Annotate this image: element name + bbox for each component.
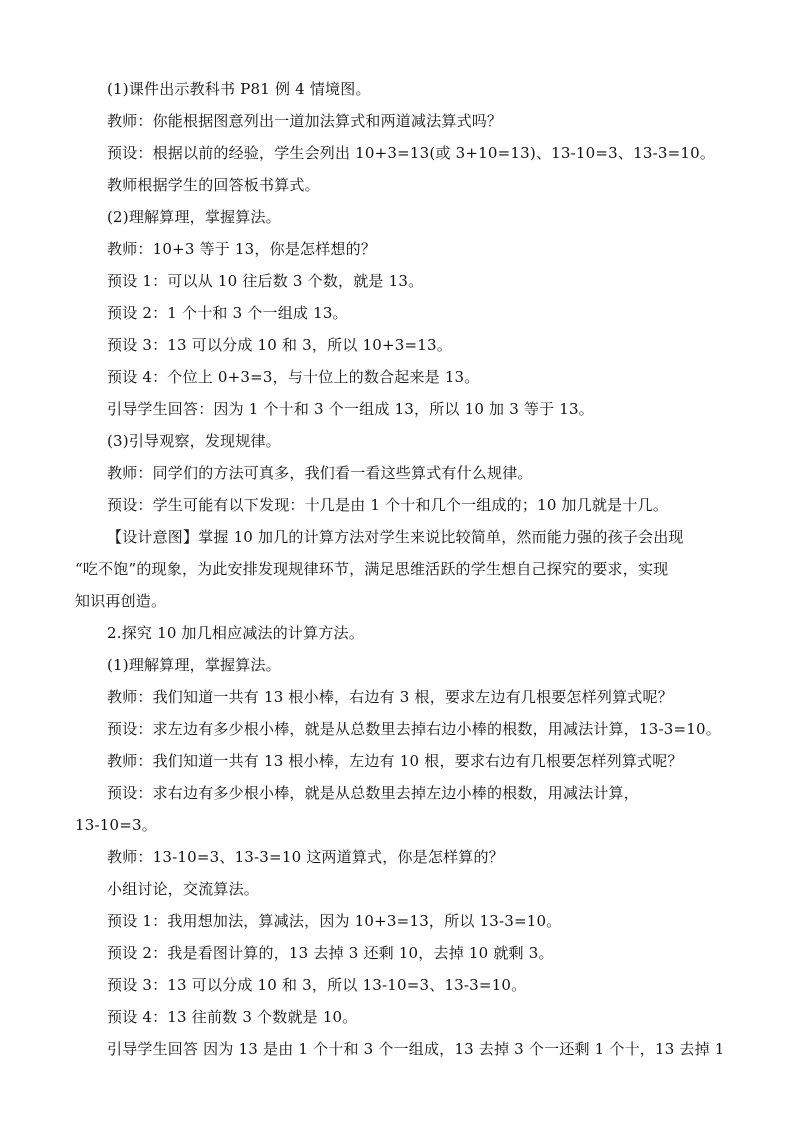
paragraph-line-20: 教师：我们知道一共有 13 根小棒，右边有 3 根，要求左边有几根要怎样列算式呢？ [107, 688, 673, 706]
paragraph-line-17: 知识再创造。 [75, 592, 167, 610]
paragraph-line-21: 预设：求左边有多少根小棒，就是从总数里去掉右边小棒的根数，用减法计算，13-3=10。 [107, 720, 721, 738]
paragraph-line-11: 引导学生回答：因为 1 个十和 3 个一组成 13，所以 10 加 3 等于 13。 [107, 400, 594, 418]
paragraph-line-19: (1)理解算理，掌握算法。 [107, 656, 281, 674]
paragraph-line-23: 预设：求右边有多少根小棒，就是从总数里去掉左边小棒的根数，用减法计算， [107, 784, 640, 802]
paragraph-line-4: 教师根据学生的回答板书算式。 [107, 176, 320, 194]
paragraph-line-5: (2)理解算理，掌握算法。 [107, 208, 281, 226]
paragraph-line-13: 教师：同学们的方法可真多，我们看一看这些算式有什么规律。 [107, 464, 533, 482]
paragraph-line-2: 教师：你能根据图意列出一道加法算式和两道减法算式吗？ [107, 112, 503, 130]
paragraph-line-28: 预设 2：我是看图计算的，13 去掉 3 还剩 10，去掉 10 就剩 3。 [107, 944, 554, 962]
paragraph-line-3: 预设：根据以前的经验，学生会列出 10+3=13(或 3+10=13)、13-10=3、13-3=10。 [107, 144, 716, 162]
paragraph-line-30: 预设 4：13 往前数 3 个数就是 10。 [107, 1008, 358, 1026]
paragraph-line-27: 预设 1：我用想加法，算减法，因为 10+3=13，所以 13-3=10。 [107, 912, 562, 930]
paragraph-line-29: 预设 3：13 可以分成 10 和 3，所以 13-10=3、13-3=10。 [107, 976, 527, 994]
paragraph-line-7: 预设 1：可以从 10 往后数 3 个数，就是 13。 [107, 272, 424, 290]
paragraph-line-15: 【设计意图】掌握 10 加几的计算方法对学生来说比较简单，然而能力强的孩子会出现 [107, 528, 684, 546]
paragraph-line-6: 教师：10+3 等于 13，你是怎样想的？ [107, 240, 377, 258]
paragraph-line-10: 预设 4：个位上 0+3=3，与十位上的数合起来是 13。 [107, 368, 480, 386]
paragraph-line-16: “吃不饱”的现象，为此安排发现规律环节，满足思维活跃的学生想自己探究的要求，实现 [75, 560, 669, 578]
paragraph-line-8: 预设 2：1 个十和 3 个一组成 13。 [107, 304, 348, 322]
paragraph-line-25: 教师：13-10=3、13-3=10 这两道算式，你是怎样算的？ [107, 848, 504, 866]
paragraph-line-26: 小组讨论，交流算法。 [107, 880, 260, 898]
paragraph-line-22: 教师：我们知道一共有 13 根小棒，左边有 10 根，要求右边有几根要怎样列算式呢？ [107, 752, 683, 770]
paragraph-line-9: 预设 3：13 可以分成 10 和 3，所以 10+3=13。 [107, 336, 452, 354]
paragraph-line-18: 2.探究 10 加几相应减法的计算方法。 [107, 624, 364, 642]
paragraph-line-14: 预设：学生可能有以下发现：十几是由 1 个十和几个一组成的；10 加几就是十几。 [107, 496, 668, 514]
paragraph-line-31: 引导学生回答 因为 13 是由 1 个十和 3 个一组成，13 去掉 3 个一还剩 1 个十，13 去掉 1 [107, 1040, 725, 1058]
paragraph-line-12: (3)引导观察，发现规律。 [107, 432, 281, 450]
paragraph-line-24: 13-10=3。 [75, 816, 157, 834]
paragraph-line-1: (1)课件出示教科书 P81 例 4 情境图。 [107, 80, 371, 98]
